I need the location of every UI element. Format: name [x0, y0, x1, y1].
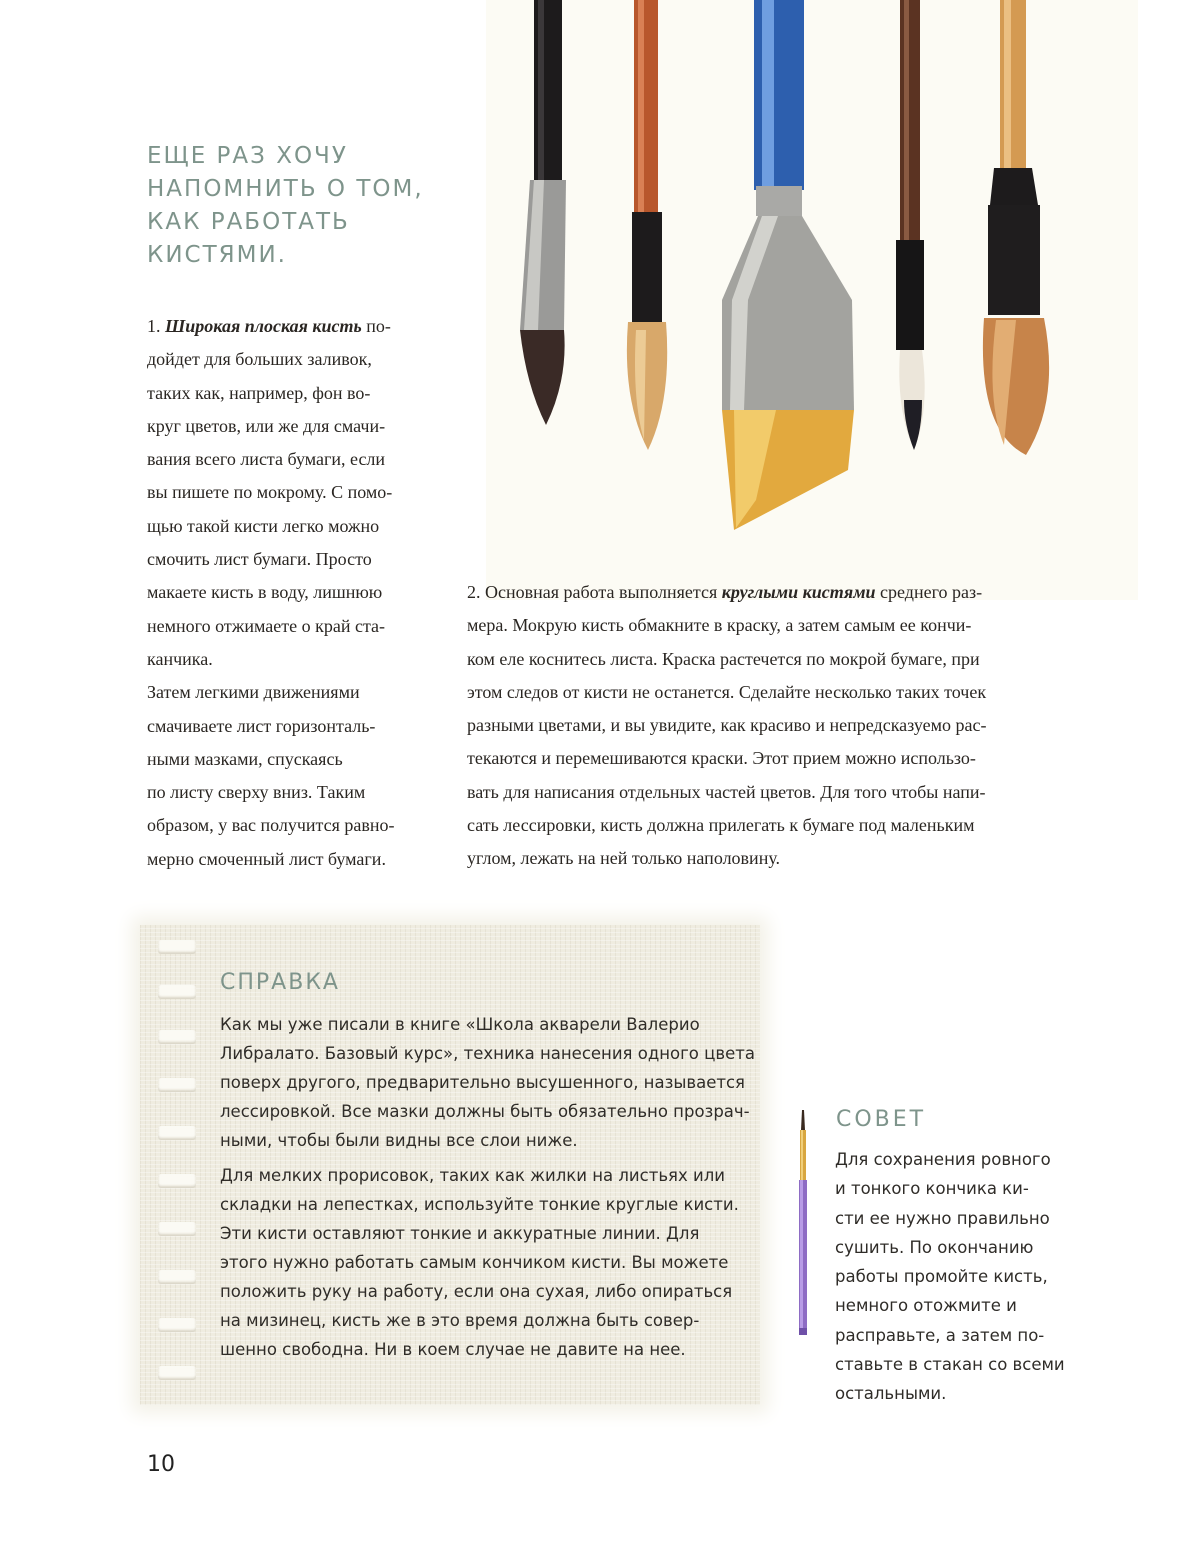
text-line: ными мазками, спускаясь — [147, 748, 343, 769]
text-line: Для мелких прорисовок, таких как жилки на листьях или — [220, 1166, 725, 1185]
brush-wood-round — [983, 0, 1049, 455]
text-line: немного отжимаете о край ста- — [147, 615, 386, 636]
emphasis-flat-brush: Широкая плоская кисть — [165, 316, 362, 336]
section-heading — [147, 140, 477, 272]
text-line: и тонкого кончика ки- — [835, 1179, 1029, 1199]
text-line: шенно свободна. Ни в коем случае не давите на нее. — [220, 1340, 686, 1359]
text-line: немного отожмите и — [835, 1296, 1017, 1316]
text-line: этом следов от кисти не останется. Сделайте несколько таких точек — [467, 681, 987, 702]
heading-line: НАПОМНИТЬ О ТОМ, — [147, 176, 424, 202]
text-line: ком еле коснитесь листа. Краска растечется по мокрой бумаге, при — [467, 648, 980, 669]
film-perforation — [158, 1126, 196, 1140]
text-line: мерно смоченный лист бумаги. — [147, 848, 386, 869]
text-line: Как мы уже писали в книге «Школа акварели Валерио — [220, 1015, 700, 1034]
text-fragment: по- — [361, 316, 391, 336]
brush-thin-dark — [896, 0, 925, 450]
text-line: текаются и перемешиваются краски. Этот прием можно использо- — [467, 748, 976, 769]
text-fragment: 2. Основная работа выполняется — [467, 582, 722, 602]
page-number: 10 — [147, 1452, 175, 1477]
brush-black-round — [520, 0, 566, 425]
text-line: лессировкой. Все мазки должны быть обязательно прозрач- — [220, 1102, 750, 1121]
film-perforation — [158, 1270, 196, 1284]
film-perforation — [158, 1318, 196, 1332]
heading-line: КИСТЯМИ. — [147, 242, 287, 268]
text-line: работы промойте кисть, — [835, 1267, 1048, 1287]
text-line: сушить. По окончанию — [835, 1237, 1034, 1257]
text-line: разными цветами, и вы увидите, как красиво и непредсказуемо рас- — [467, 715, 987, 736]
film-perforation — [158, 940, 196, 954]
item-number: 1. — [147, 316, 165, 336]
brush-red-round — [627, 0, 667, 450]
reference-title: СПРАВКА — [220, 970, 340, 995]
paragraph-flat-brush — [147, 310, 447, 876]
emphasis-round-brushes: круглыми кистями — [721, 582, 876, 602]
text-line: остальными. — [835, 1384, 947, 1404]
text-line: щью такой кисти легко можно — [147, 515, 380, 536]
text-line: смачиваете лист горизонталь- — [147, 715, 376, 736]
film-perforation — [158, 1366, 196, 1380]
text-line: ставьте в стакан со всеми — [835, 1355, 1065, 1375]
text-line: вания всего листа бумаги, если — [147, 449, 386, 470]
text-line: смочить лист бумаги. Просто — [147, 549, 372, 570]
text-line: углом, лежать на ней только наполовину. — [467, 848, 781, 869]
heading-line: КАК РАБОТАТЬ — [147, 209, 350, 235]
text-fragment: среднего раз- — [875, 582, 983, 602]
text-line: ными, чтобы были видны все слои ниже. — [220, 1131, 578, 1150]
text-line: расправьте, а затем по- — [835, 1325, 1045, 1345]
text-line: на мизинец, кисть же в это время должна быть совер- — [220, 1311, 700, 1330]
text-line: дойдет для больших заливок, — [147, 349, 372, 370]
text-line — [147, 310, 447, 343]
tip-text — [835, 1145, 1075, 1409]
film-perforation — [158, 1078, 196, 1092]
text-line: таких как, например, фон во- — [147, 382, 371, 403]
text-line: круг цветов, или же для смачи- — [147, 415, 386, 436]
text-line: Либралато. Базовый курс», техника нанесения одного цвета — [220, 1044, 755, 1063]
text-line: образом, у вас получится равно- — [147, 815, 395, 836]
film-perforation — [158, 1222, 196, 1236]
reference-text — [220, 1010, 755, 1364]
film-perforation — [158, 1030, 196, 1044]
text-line: складки на лепестках, используйте тонкие круглые кисти. — [220, 1195, 739, 1214]
film-perforation — [158, 985, 196, 999]
text-line: сать лессировки, кисть должна прилегать к бумаге под маленьким — [467, 815, 975, 836]
text-line: вать для написания отдельных частей цветов. Для того чтобы напи- — [467, 781, 986, 802]
film-perforation — [158, 1174, 196, 1188]
text-line: канчика. — [147, 648, 213, 669]
text-line: сти ее нужно правильно — [835, 1208, 1050, 1228]
text-line: мера. Мокрую кисть обмакните в краску, а затем самым ее кончи- — [467, 615, 972, 636]
text-line: Затем легкими движениями — [147, 682, 360, 703]
brushes-photo — [486, 0, 1138, 600]
text-line: макаете кисть в воду, лишнюю — [147, 582, 383, 603]
text-line — [467, 576, 1107, 609]
text-line: Для сохранения ровного — [835, 1150, 1051, 1169]
text-line: поверх другого, предварительно высушенного, называется — [220, 1073, 745, 1092]
heading-line: ЕЩЕ РАЗ ХОЧУ — [147, 143, 348, 169]
text-line: положить руку на работу, если она сухая, либо опираться — [220, 1282, 733, 1301]
tip-title: СОВЕТ — [836, 1107, 927, 1132]
text-line: вы пишете по мокрому. С помо- — [147, 482, 393, 503]
text-line: Эти кисти оставляют тонкие и аккуратные линии. Для — [220, 1224, 700, 1243]
paragraph-round-brush — [467, 576, 1107, 876]
text-line: по листу сверху вниз. Таким — [147, 782, 366, 803]
brush-blue-flat — [722, 0, 854, 530]
thin-brush-icon — [792, 1110, 814, 1335]
text-line: этого нужно работать самым кончиком кисти. Вы можете — [220, 1253, 729, 1272]
